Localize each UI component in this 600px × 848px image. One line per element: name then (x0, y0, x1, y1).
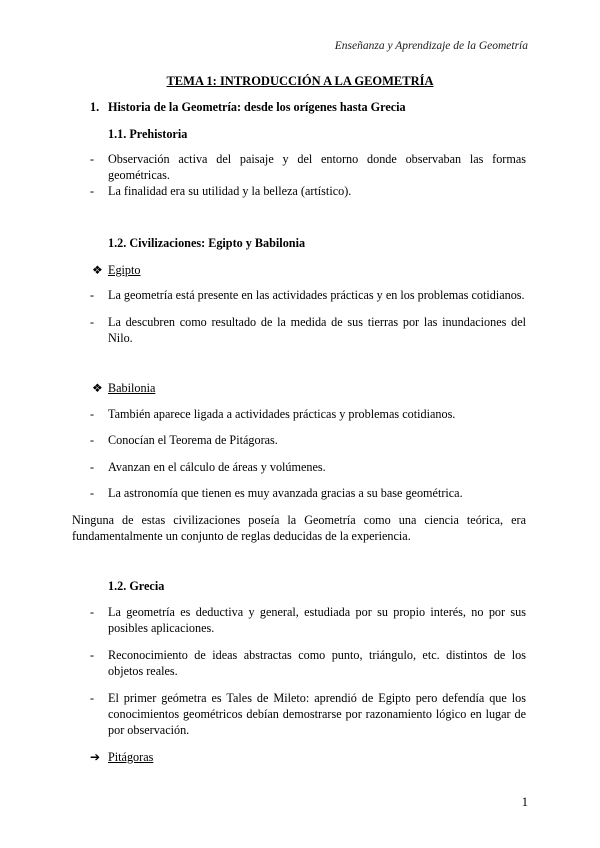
diamond-bullet-icon: ❖ (92, 381, 103, 395)
subtopic-label: Babilonia (108, 381, 156, 395)
subtopic-babilonia (92, 380, 155, 396)
list-item-text: Avanzan en el cálculo de áreas y volúmenes. (108, 460, 326, 474)
list-item (90, 432, 526, 448)
list-item (90, 690, 526, 738)
list-item-text: La geometría está presente en las actividades prácticas y en los problemas cotidianos. (108, 288, 525, 302)
list-item (90, 604, 526, 636)
subsection-heading-prehistoria: 1.1. Prehistoria (108, 127, 188, 141)
arrow-right-icon: ➔ (90, 750, 101, 764)
diamond-bullet-icon: ❖ (92, 263, 103, 277)
list-item-text: Conocían el Teorema de Pitágoras. (108, 433, 278, 447)
list-item (90, 647, 526, 679)
list-item-text: La finalidad era su utilidad y la belleza (artístico). (108, 184, 352, 198)
dash-bullet: - (90, 152, 95, 166)
list-item-text: El primer geómetra es Tales de Mileto: aprendió de Egipto pero defendía que los conocimientos geométricos debían demostrarse por razonamiento lógico en lugar de por observación. (108, 691, 526, 737)
dash-bullet: - (90, 407, 95, 421)
list-item (90, 151, 526, 183)
list-item (90, 183, 526, 199)
subsection-heading-grecia: 1.2. Grecia (108, 579, 165, 593)
list-item-text: Reconocimiento de ideas abstractas como punto, triángulo, etc. distintos de los objetos reales. (108, 648, 526, 678)
running-header: Enseñanza y Aprendizaje de la Geometría (334, 40, 528, 52)
list-item (90, 287, 526, 303)
list-item (90, 459, 526, 475)
list-item-text: La descubren como resultado de la medida de sus tierras por las inundaciones del Nilo. (108, 315, 526, 345)
dash-bullet: - (90, 288, 95, 302)
list-item-text: La geometría es deductiva y general, estudiada por su propio interés, no por sus posibles aplicaciones. (108, 605, 526, 635)
subtopic-label: Pitágoras (108, 750, 154, 764)
subsection-heading-civilizaciones: 1.2. Civilizaciones: Egipto y Babilonia (108, 236, 306, 250)
section-number: 1. (90, 100, 100, 114)
list-item-text: También aparece ligada a actividades prácticas y problemas cotidianos. (108, 407, 456, 421)
subtopic-egipto (92, 262, 141, 278)
dash-bullet: - (90, 315, 95, 329)
dash-bullet: - (90, 184, 95, 198)
page-title: TEMA 1: INTRODUCCIÓN A LA GEOMETRÍA (166, 74, 434, 88)
list-item (90, 485, 526, 501)
dash-bullet: - (90, 486, 95, 500)
dash-bullet: - (90, 433, 95, 447)
list-item (90, 406, 526, 422)
dash-bullet: - (90, 605, 95, 619)
list-item (90, 314, 526, 346)
subtopic-label: Egipto (108, 263, 141, 277)
dash-bullet: - (90, 691, 95, 705)
summary-paragraph: Ninguna de estas civilizaciones poseía la Geometría como una ciencia teórica, era fundamentalmente un conjunto de reglas deducidas de la experiencia. (72, 513, 526, 543)
subtopic-pitagoras (90, 749, 153, 765)
list-item-text: La astronomía que tienen es muy avanzada gracias a su base geométrica. (108, 486, 463, 500)
dash-bullet: - (90, 460, 95, 474)
list-item-text: Observación activa del paisaje y del entorno donde observaban las formas geométricas. (108, 152, 526, 182)
section-title: Historia de la Geometría: desde los orígenes hasta Grecia (108, 100, 406, 114)
dash-bullet: - (90, 648, 95, 662)
section-heading (90, 99, 530, 115)
page-number: 1 (521, 795, 528, 809)
